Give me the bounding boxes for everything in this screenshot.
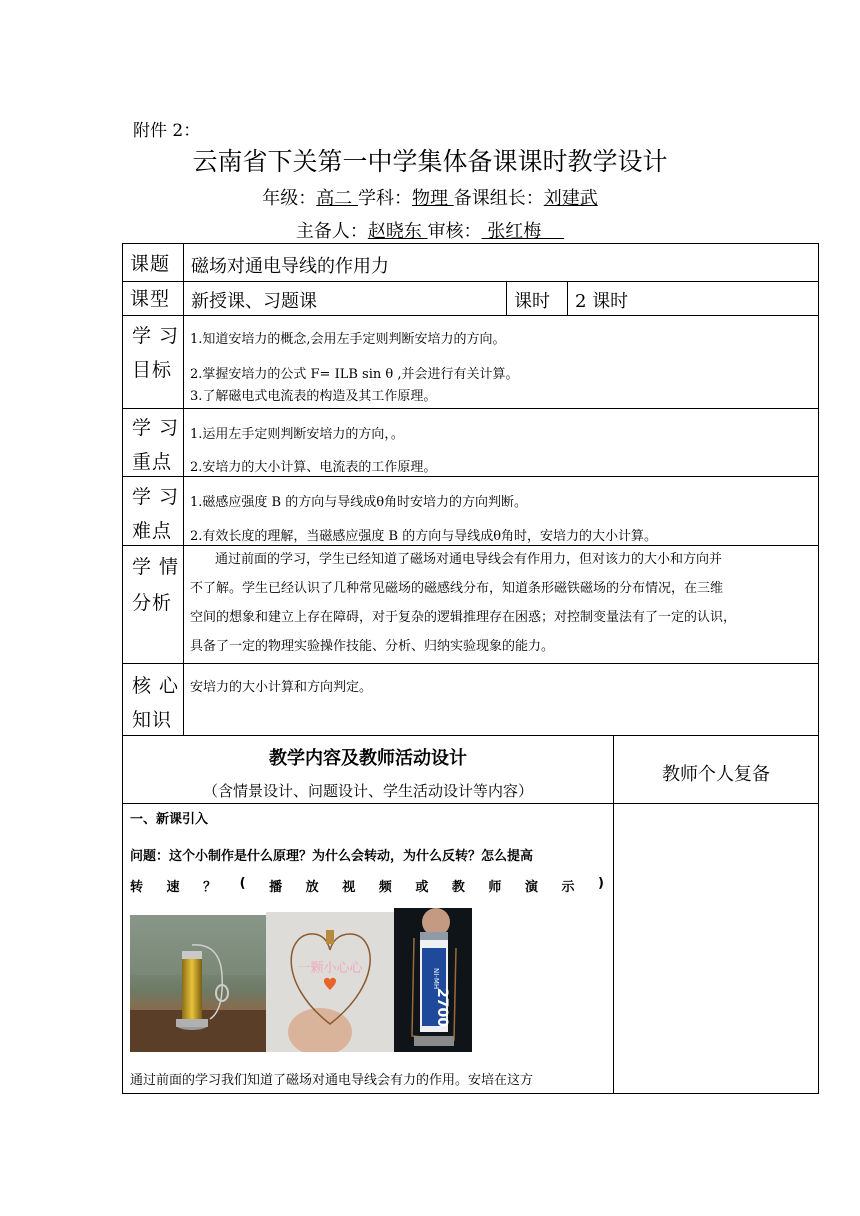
personal-title: 教师个人复备 — [662, 764, 770, 785]
key-label-2: 重点 — [132, 451, 173, 473]
q-char: 视 — [342, 880, 356, 895]
battery-capacity: 2700 — [434, 988, 450, 1027]
analysis-line-4: 具备了一定的物理实验操作技能、分析、归纳实验现象的能力。 — [190, 639, 555, 654]
core-label-1: 核 心 — [132, 675, 180, 697]
difficulty-1: 1.磁感应强度 B 的方向与导线成θ角时安培力的方向判断。 — [190, 495, 528, 510]
hours-label: 课时 — [514, 291, 550, 312]
core-value: 安培力的大小计算和方向判定。 — [190, 680, 373, 695]
photo-nimh-battery — [394, 908, 472, 1052]
q-char: ？ — [203, 880, 217, 895]
key-label-1: 学 习 — [132, 417, 180, 439]
subject-value: 物理 — [412, 188, 454, 209]
subject-label: 学科： — [358, 188, 412, 209]
diff-label-1: 学 习 — [132, 486, 180, 508]
grade-label: 年级： — [262, 188, 317, 209]
section-heading: 一、新课引入 — [130, 812, 209, 827]
goal-2: 2.掌握安培力的公式 F= ILB sin θ ,并会进行有关计算。 — [190, 367, 519, 382]
photo-motor-battery — [130, 915, 266, 1052]
question-line-2 — [130, 876, 604, 895]
analysis-label-2: 分析 — [132, 592, 173, 614]
q-char: ( — [239, 876, 246, 891]
page-title: 云南省下关第一中学集体备课课时教学设计 — [192, 147, 668, 176]
attachment-label: 附件 2： — [133, 121, 201, 141]
analysis-line-3: 空间的想象和建立上存在障碍，对于复杂的逻辑推理存在困惑；对控制变量法有了一定的认识， — [190, 610, 737, 625]
q-char: 教 — [451, 880, 465, 895]
goals-label-2: 目标 — [132, 359, 173, 381]
difficulty-2: 2.有效长度的理解，当磁感应强度 B 的方向与导线成θ角时，安培力的大小计算。 — [190, 529, 658, 544]
goals-label-1: 学 习 — [132, 325, 180, 347]
type-label: 课型 — [130, 288, 171, 310]
diff-label-2: 难点 — [132, 520, 173, 542]
key-point-1: 1.运用左手定则判断安培力的方向，。 — [190, 427, 404, 442]
analysis-line-1: 通过前面的学习，学生已经知道了磁场对通电导线会有作用力，但对该力的大小和方向并 — [215, 552, 723, 567]
q-char: 转 — [130, 880, 144, 895]
analysis-label-1: 学 情 — [132, 556, 180, 578]
key-point-2: 2.安培力的大小计算、电流表的工作原理。 — [190, 460, 437, 475]
q-char: 示 — [561, 880, 575, 895]
topic-value: 磁场对通电导线的作用力 — [191, 256, 389, 277]
core-label-2: 知识 — [132, 709, 173, 731]
heart-caption: 一颗小心心 — [297, 961, 363, 976]
hours-value: 2 课时 — [575, 291, 629, 312]
goal-1: 1.知道安培力的概念,会用左手定则判断安培力的方向。 — [190, 332, 506, 347]
photo-heart-wire — [266, 912, 394, 1052]
topic-label: 课题 — [130, 253, 171, 275]
intro-paragraph: 通过前面的学习我们知道了磁场对通电导线会有力的作用。安培在这方 — [130, 1073, 534, 1088]
q-char: 播 — [269, 880, 283, 895]
q-char: 师 — [488, 880, 502, 895]
q-char: 放 — [305, 880, 319, 895]
type-value: 新授课、习题课 — [191, 291, 317, 312]
q-char: 频 — [378, 880, 392, 895]
meta-line-1 — [0, 184, 860, 210]
question-line-1: 问题：这个小制作是什么原理？为什么会转动，为什么反转？怎么提高 — [130, 849, 534, 864]
preparer-value: 赵晓东 — [367, 221, 428, 242]
reviewer-label: 审核： — [427, 221, 482, 242]
grade-value: 高二 — [316, 188, 358, 209]
q-char: 速 — [166, 880, 180, 895]
q-char: 演 — [524, 880, 538, 895]
goal-3: 3.了解磁电式电流表的构造及其工作原理。 — [190, 389, 437, 404]
reviewer-value: 张红梅 — [481, 221, 565, 242]
design-title: 教学内容及教师活动设计 — [269, 748, 467, 769]
q-char: ) — [598, 876, 604, 891]
design-subtitle: （含情景设计、问题设计、学生活动设计等内容） — [202, 782, 533, 800]
leader-label: 备课组长： — [453, 188, 544, 209]
preparer-label: 主备人： — [295, 221, 368, 242]
meta-line-2 — [0, 217, 860, 243]
battery-brand: NI-MH — [432, 968, 440, 990]
leader-value: 刘建武 — [543, 188, 598, 209]
q-char: 或 — [415, 880, 429, 895]
analysis-line-2: 不了解。学生已经认识了几种常见磁场的磁感线分布，知道条形磁铁磁场的分布情况，在三维 — [190, 581, 724, 596]
